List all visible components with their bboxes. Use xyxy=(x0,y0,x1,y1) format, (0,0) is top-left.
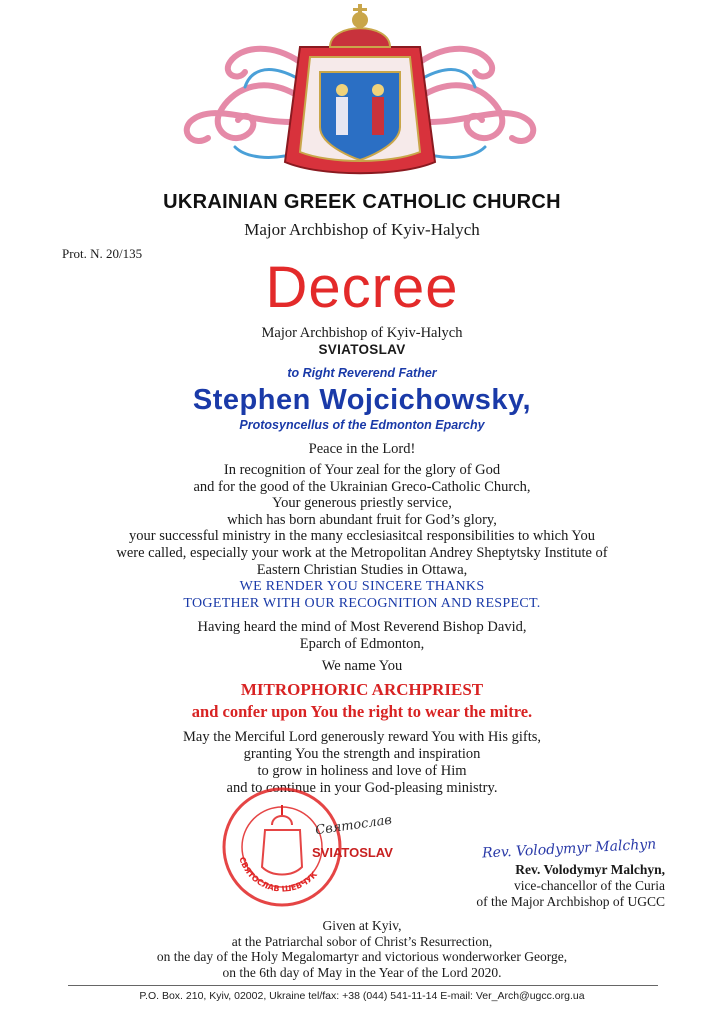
body-line: and for the good of the Ukrainian Greco-Catholic Church, xyxy=(193,478,531,495)
body-line: were called, especially your work at the Metropolitan Andrey Sheptytsky Institute of xyxy=(116,544,608,561)
naming-line: We name You xyxy=(321,658,403,674)
given-line: on the day of the Holy Megalomartyr and victorious wonderworker George, xyxy=(156,949,568,964)
given-paragraph xyxy=(0,918,724,980)
body-line: which has born abundant fruit for God’s glory, xyxy=(227,511,497,528)
thanks-statement xyxy=(0,578,724,612)
organization-name: UKRAINIAN GREEK CATHOLIC CHURCH xyxy=(163,191,561,213)
blessing-line: May the Merciful Lord generously reward You with His gifts, xyxy=(182,729,541,745)
heard-line: Eparch of Edmonton, xyxy=(299,635,425,652)
chancellor-signature: Rev. Volodymyr Malchyn xyxy=(481,836,657,862)
coat-of-arms-icon xyxy=(150,2,570,187)
thanks-line: WE RENDER YOU SINCERE THANKS xyxy=(239,579,485,594)
body-line: Your generous priestly service, xyxy=(272,495,452,512)
document-title: Decree xyxy=(265,255,459,320)
heard-paragraph xyxy=(0,619,724,652)
organization-subtitle: Major Archbishop of Kyiv-Halych xyxy=(244,220,480,239)
recipient-name: Stephen Wojcichowsky, xyxy=(192,384,532,416)
recognition-paragraph xyxy=(0,462,724,578)
greeting: Peace in the Lord! xyxy=(308,441,416,457)
primate-signature: Святослав xyxy=(314,812,393,839)
honor-right: and confer upon You the right to wear the mitre. xyxy=(191,702,533,721)
seal-text: СВЯТОСЛАВ ШЕВЧУК xyxy=(237,855,320,894)
issuer-name: SVIATOSLAV xyxy=(318,342,406,357)
body-line: Eastern Christian Studies in Ottawa, xyxy=(256,561,468,578)
body-line: your successful ministry in the many ecclesiasitcal responsibilities to which You xyxy=(129,528,595,545)
chancellor-title-line: of the Major Archbishop of UGCC xyxy=(476,894,665,909)
blessing-line: granting You the strength and inspiration xyxy=(243,746,481,762)
primate-name: SVIATOSLAV xyxy=(312,845,393,860)
blessing-line: to grow in holiness and love of Him xyxy=(257,763,467,779)
body-line: In recognition of Your zeal for the glory of God xyxy=(223,462,501,478)
issuer-title: Major Archbishop of Kyiv-Halych xyxy=(261,325,463,341)
footer-contact: P.O. Box. 210, Kyiv, 02002, Ukraine tel/fax: +38 (044) 541-11-14 E-mail: Ver_Arch@ugcc.org.ua xyxy=(139,990,585,1002)
protocol-number: Prot. N. 20/135 xyxy=(62,246,143,261)
given-line: on the 6th day of May in the Year of the Lord 2020. xyxy=(222,964,502,980)
chancellor-title-line: vice-chancellor of the Curia xyxy=(513,878,665,893)
honor-title: MITROPHORIC ARCHPRIEST xyxy=(240,680,484,699)
recipient-address: to Right Reverend Father xyxy=(287,366,437,380)
footer-divider xyxy=(68,985,658,986)
given-line: at the Patriarchal sobor of Christ’s Resurrection, xyxy=(231,933,493,949)
blessing-line: and to continue in your God-pleasing ministry. xyxy=(226,780,498,796)
heard-line: Having heard the mind of Most Reverend Bishop David, xyxy=(197,619,527,635)
given-line: Given at Kyiv, xyxy=(322,918,402,933)
chancellor-name: Rev. Volodymyr Malchyn, xyxy=(515,862,665,877)
recipient-position: Protosyncellus of the Edmonton Eparchy xyxy=(239,418,485,432)
blessing-paragraph xyxy=(0,729,724,797)
thanks-line: TOGETHER WITH OUR RECOGNITION AND RESPECT. xyxy=(183,596,541,611)
